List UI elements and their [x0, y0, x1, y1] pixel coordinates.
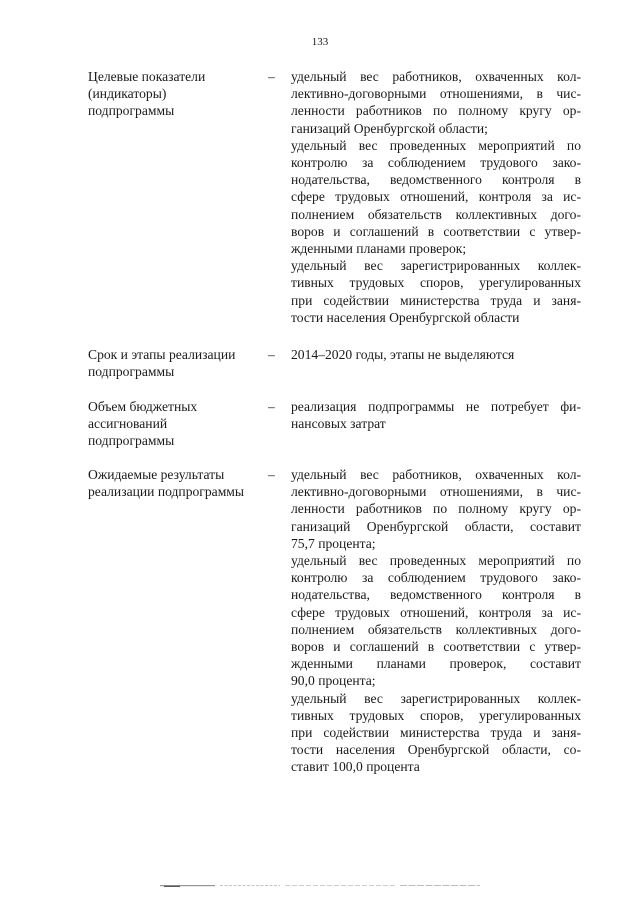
value-line: удельный вес зарегистрированных коллек- — [291, 690, 581, 706]
value-line: лективно-договорными отношениями, в чис- — [291, 484, 581, 500]
value-line: жденными планами проверок; — [291, 241, 467, 257]
value-line: удельный вес работников, охваченных кол- — [291, 467, 581, 482]
row-dash: – — [268, 347, 275, 362]
label-line: Целевые показатели — [88, 69, 206, 84]
value-line: контролю за соблюдением трудового зако- — [291, 570, 581, 586]
value-line: полнением обязательств коллективных дого- — [291, 206, 581, 222]
value-line: 75,7 процента; — [291, 535, 376, 551]
page-number: 133 — [311, 36, 329, 48]
value-line: удельный вес проведенных мероприятий по — [291, 553, 581, 569]
row-value — [291, 68, 581, 326]
value-line: реализация подпрограммы не потребует фи- — [291, 399, 581, 414]
value-line: ганизаций Оренбургской области; — [291, 120, 488, 136]
value-line: 2014–2020 годы, этапы не выделяются — [291, 347, 515, 362]
value-line: сфере трудовых отношений, контроля за ис- — [291, 189, 581, 205]
row-value — [291, 398, 581, 432]
label-line: реализации подпрограммы — [88, 484, 245, 500]
row-label — [88, 398, 263, 450]
label-line: (индикаторы) — [88, 86, 167, 102]
label-line: Срок и этапы реализации — [88, 347, 236, 362]
value-line: тивных трудовых споров, урегулированных — [291, 275, 581, 291]
row-value — [291, 346, 581, 363]
row-dash: – — [268, 467, 275, 482]
value-line: тивных трудовых споров, урегулированных — [291, 707, 581, 723]
value-line: лективно-договорными отношениями, в чис- — [291, 86, 581, 102]
value-line: удельный вес проведенных мероприятий по — [291, 137, 581, 153]
value-line: полнением обязательств коллективных дого- — [291, 621, 581, 637]
value-line: воров и соглашений в соответствии с утвер- — [291, 223, 581, 239]
value-line: удельный вес работников, охваченных кол- — [291, 69, 581, 84]
label-line: ассигнований — [88, 416, 168, 432]
value-line: при содействии министерства труда и заня- — [291, 292, 581, 308]
value-line: нодательства, ведомственного контроля в — [291, 172, 581, 188]
value-line: ленности работников по полному кругу ор- — [291, 501, 581, 517]
value-line: ленности работников по полному кругу ор- — [291, 103, 581, 119]
value-line: 90,0 процента; — [291, 673, 376, 689]
value-line: контролю за соблюдением трудового зако- — [291, 155, 581, 171]
value-line: нодательства, ведомственного контроля в — [291, 587, 581, 603]
row-label — [88, 68, 263, 120]
scan-edge-line — [0, 885, 640, 887]
value-line: воров и соглашений в соответствии с утвер- — [291, 639, 581, 655]
value-line: жденными планами проверок, составит — [291, 656, 581, 672]
row-label — [88, 346, 263, 380]
value-line: сфере трудовых отношений, контроля за ис- — [291, 604, 581, 620]
value-line: тости населения Оренбургской области — [291, 309, 520, 325]
row-dash: – — [268, 69, 275, 84]
row-value — [291, 466, 581, 776]
label-line: подпрограммы — [88, 364, 175, 380]
label-line: Объем бюджетных — [88, 399, 198, 414]
row-dash: – — [268, 399, 275, 414]
value-line: ганизаций Оренбургской области, составит — [291, 518, 581, 534]
value-line: ставит 100,0 процента — [291, 759, 420, 775]
label-line: Ожидаемые результаты — [88, 467, 225, 482]
row-label — [88, 466, 263, 500]
value-line: нансовых затрат — [291, 416, 386, 432]
value-line: удельный вес зарегистрированных коллек- — [291, 258, 581, 274]
label-line: подпрограммы — [88, 103, 175, 119]
label-line: подпрограммы — [88, 433, 175, 449]
value-line: при содействии министерства труда и заня- — [291, 725, 581, 741]
value-line: тости населения Оренбургской области, со- — [291, 742, 581, 758]
